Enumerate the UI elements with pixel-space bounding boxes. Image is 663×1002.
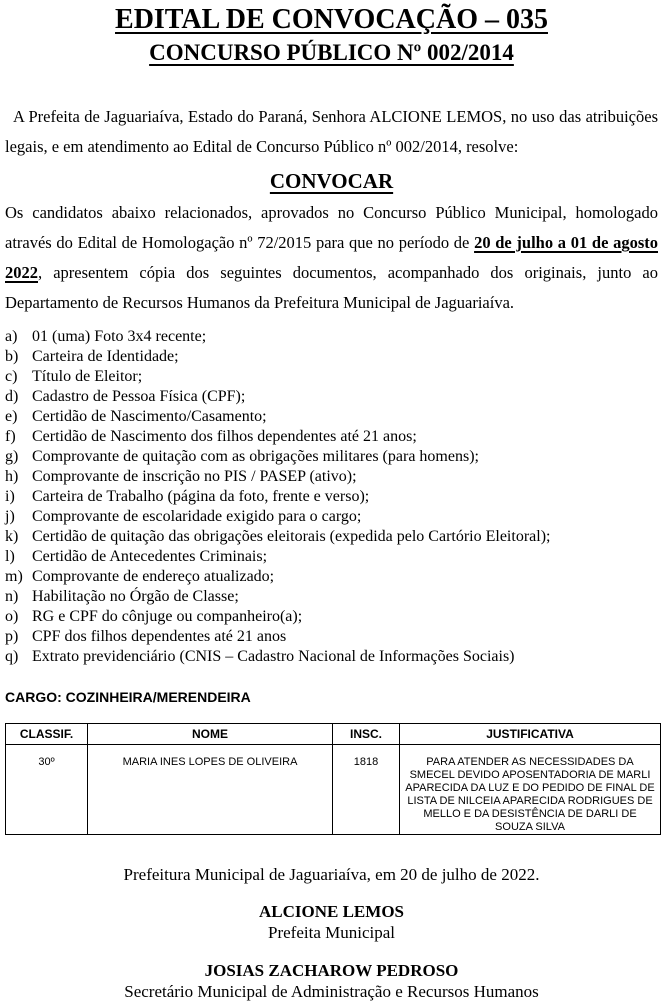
list-item-text: CPF dos filhos dependentes até 21 anos (32, 628, 287, 645)
list-item-text: Certidão de Antecedentes Criminais; (32, 548, 268, 565)
table-header-row (6, 724, 661, 745)
list-item-text: 01 (uma) Foto 3x4 recente; (32, 328, 207, 345)
cell-nome: MARIA INES LOPES DE OLIVEIRA (88, 745, 333, 835)
list-item-marker: b) (5, 348, 19, 365)
list-item-marker: i) (5, 488, 15, 505)
list-item-marker: m) (5, 568, 23, 585)
list-item (5, 347, 658, 367)
list-item-marker: a) (5, 328, 18, 345)
convocar-heading (5, 166, 658, 196)
list-item (5, 627, 658, 647)
list-item-text: Habilitação no Órgão de Classe; (32, 588, 239, 605)
list-item-marker: g) (5, 448, 19, 465)
signature-role-mayor: Prefeita Municipal (268, 923, 395, 942)
body-paragraph-after: , apresentem cópia dos seguintes documentos, acompanhado dos originais, junto ao Departamento de Recursos Humanos da Prefeitura Municipal de Jaguariaíva. (5, 263, 658, 312)
list-item-text: Extrato previdenciário (CNIS – Cadastro Nacional de Informações Sociais) (32, 648, 515, 665)
list-item (5, 647, 658, 667)
list-item-marker: n) (5, 588, 19, 605)
convocar-heading-text: CONVOCAR (269, 169, 394, 193)
list-item (5, 527, 658, 547)
list-item-marker: k) (5, 528, 19, 545)
list-item (5, 327, 658, 347)
list-item-marker: p) (5, 628, 19, 645)
list-item (5, 567, 658, 587)
list-item-text: Comprovante de inscrição no PIS / PASEP (ativo); (32, 468, 357, 485)
page-subtitle (5, 38, 658, 68)
list-item-text: RG e CPF do cônjuge ou companheiro(a); (32, 608, 303, 625)
convocation-period: 20 de julho a 01 de agosto 2022 (5, 233, 658, 282)
list-item (5, 487, 658, 507)
body-paragraph-before: Os candidatos abaixo relacionados, aprovados no Concurso Público Municipal, homologado através do Edital de Homologação nº 72/2015 para que no período de (5, 203, 658, 252)
convocation-table (5, 723, 661, 835)
list-item-marker: q) (5, 648, 19, 665)
list-item-text: Título de Eleitor; (32, 368, 143, 385)
list-item-text: Comprovante de endereço atualizado; (32, 568, 275, 585)
list-item-text: Cadastro de Pessoa Física (CPF); (32, 388, 246, 405)
page-title-text: EDITAL DE CONVOCAÇÃO – 035 (115, 4, 548, 35)
list-item (5, 547, 658, 567)
list-item-text: Certidão de Nascimento dos filhos dependentes até 21 anos; (32, 428, 417, 445)
list-item-marker: o) (5, 608, 19, 625)
list-item (5, 467, 658, 487)
signature-name-secretary: JOSIAS ZACHAROW PEDROSO (204, 961, 459, 980)
list-item-marker: d) (5, 388, 19, 405)
body-paragraph (5, 198, 658, 318)
table-header-insc: INSC. (333, 724, 400, 745)
table-row (6, 745, 661, 835)
closing-date-line: Prefeitura Municipal de Jaguariaíva, em 20 de julho de 2022. (123, 865, 540, 884)
list-item (5, 427, 658, 447)
page-title (5, 2, 658, 38)
list-item (5, 447, 658, 467)
signature-block-secretary (5, 961, 658, 1002)
list-item-marker: f) (5, 428, 16, 445)
table-header-nome: NOME (88, 724, 333, 745)
list-item-text: Certidão de Nascimento/Casamento; (32, 408, 267, 425)
list-item (5, 387, 658, 407)
list-item (5, 367, 658, 387)
list-item-marker: c) (5, 368, 18, 385)
list-item-text: Certidão de quitação das obrigações eleitorais (expedida pelo Cartório Eleitoral); (32, 528, 551, 545)
cell-classif: 30º (6, 745, 88, 835)
signature-role-secretary: Secretário Municipal de Administração e Recursos Humanos (124, 982, 539, 1001)
list-item-marker: j) (5, 508, 15, 525)
list-item-marker: h) (5, 468, 19, 485)
list-item (5, 507, 658, 527)
list-item (5, 607, 658, 627)
signature-name-mayor: ALCIONE LEMOS (259, 902, 404, 921)
list-item-text: Carteira de Identidade; (32, 348, 179, 365)
list-item-marker: l) (5, 548, 15, 565)
list-item (5, 587, 658, 607)
page-subtitle-text: CONCURSO PÚBLICO Nº 002/2014 (149, 40, 514, 65)
table-header-justificativa: JUSTIFICATIVA (400, 724, 661, 745)
list-item (5, 407, 658, 427)
cargo-heading: CARGO: COZINHEIRA/MERENDEIRA (5, 689, 251, 705)
required-documents-list (5, 327, 658, 667)
list-item-text: Carteira de Trabalho (página da foto, frente e verso); (32, 488, 370, 505)
signature-block-mayor (5, 902, 658, 943)
cell-justificativa: PARA ATENDER AS NECESSIDADES DA SMECEL DEVIDO APOSENTADORIA DE MARLI APARECIDA DA LUZ E DO PEDIDO DE FINAL DE LISTA DE NILCEIA APARECIDA RODRIGUES DE MELLO E DA DESISTÊNCIA DE DARLI DE SOUZA SILVA (400, 745, 661, 835)
table-header-classif: CLASSIF. (6, 724, 88, 745)
cell-insc: 1818 (333, 745, 400, 835)
list-item-text: Comprovante de escolaridade exigido para o cargo; (32, 508, 362, 525)
list-item-text: Comprovante de quitação com as obrigações militares (para homens); (32, 448, 479, 465)
list-item-marker: e) (5, 408, 18, 425)
intro-paragraph: A Prefeita de Jaguariaíva, Estado do Paraná, Senhora ALCIONE LEMOS, no uso das atribuições legais, e em atendimento ao Edital de Concurso Público nº 002/2014, resolve: (5, 107, 658, 156)
